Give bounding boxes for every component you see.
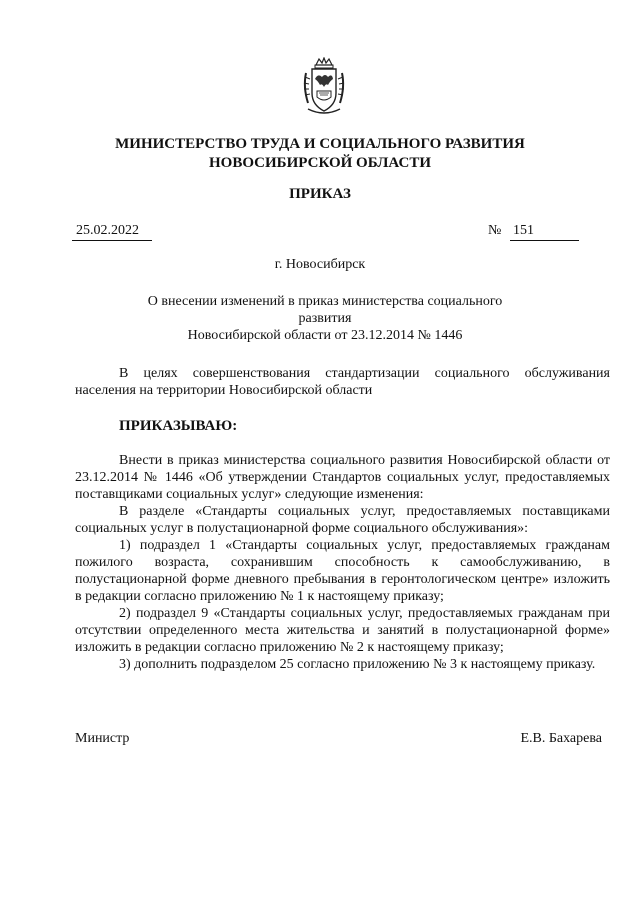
- body-paragraph-3: 1) подраздел 1 «Стандарты социальных услуг, предоставляемых гражданам пожилого возраста, сохранившим способность к самообслуживанию, в полустационарной форме дневного пребывания в геронтологическом центре» изложить в редакции согласно приложению № 1 к настоящему приказу;: [75, 538, 610, 604]
- preamble: [75, 365, 610, 399]
- body-paragraph-1: Внести в приказ министерства социального развития Новосибирской области от 23.12.2014 № 1446 «Об утверждении Стандартов социальных услуг, предоставляемых поставщиками социальных услуг» следующие изменения:: [75, 453, 610, 502]
- signatory-name: Е.В. Бахарева: [520, 731, 602, 746]
- coat-of-arms-icon: [300, 57, 348, 117]
- order-word: ПРИКАЗЫВАЮ:: [119, 418, 238, 434]
- ministry-header: [70, 135, 570, 173]
- ministry-header-line2: НОВОСИБИРСКОЙ ОБЛАСТИ: [208, 155, 432, 171]
- subject-line1: О внесении изменений в приказ министерства социального развития: [147, 294, 503, 326]
- body-paragraph-2: В разделе «Стандарты социальных услуг, предоставляемых поставщиками социальных услуг в полустационарной форме социального обслуживания»:: [75, 504, 610, 536]
- ministry-header-line1: МИНИСТЕРСТВО ТРУДА И СОЦИАЛЬНОГО РАЗВИТИЯ: [115, 136, 525, 152]
- document-type: ПРИКАЗ: [289, 186, 351, 202]
- body-paragraph-5: 3) дополнить подразделом 25 согласно приложению № 3 к настоящему приказу.: [119, 657, 596, 672]
- document-number: [488, 222, 579, 241]
- document-subject: [130, 293, 520, 344]
- number-value: 151: [510, 222, 579, 241]
- document-date: 25.02.2022: [72, 222, 152, 241]
- subject-line2: Новосибирской области от 23.12.2014 № 1446: [187, 328, 463, 343]
- signatory-position: Министр: [75, 731, 130, 746]
- order-body: [75, 452, 610, 673]
- preamble-text: В целях совершенствования стандартизации социального обслуживания населения на территории Новосибирской области: [75, 366, 610, 398]
- number-sign: №: [488, 223, 502, 238]
- city: г. Новосибирск: [274, 257, 366, 272]
- body-paragraph-4: 2) подраздел 9 «Стандарты социальных услуг, предоставляемых гражданам при отсутствии определенного места жительства и занятий в полустационарной форме» изложить в редакции согласно приложению № 2 к настоящему приказу;: [75, 606, 610, 655]
